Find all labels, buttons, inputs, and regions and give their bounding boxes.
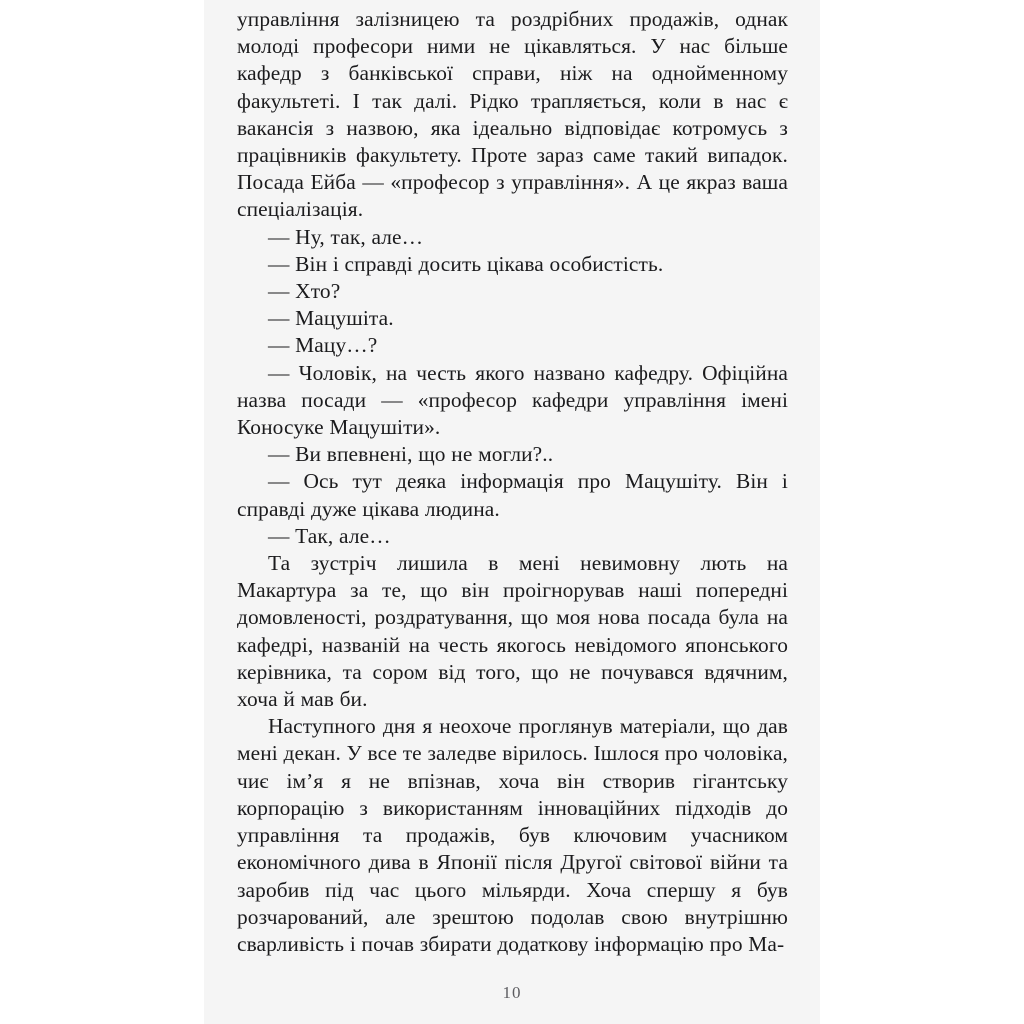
paragraph-dialogue-line: — Ось тут деяка інформація про Мацушіту. Він і справді дуже цікава людина. <box>237 469 788 521</box>
paragraph-dialogue-line: — Ви впевнені, що не могли?.. <box>268 442 554 467</box>
paragraph-dialogue-line: — Мацушіта. <box>268 306 394 331</box>
paragraph-dialogue-line: — Чоловік, на честь якого названо кафедру. Офіційна назва посади — «професор кафедри управління імені Коносуке Мацушіти». <box>237 360 788 440</box>
paragraph-continuation: управління залізницею та роздрібних продажів, однак молоді професори ними не цікавляться. У нас більше кафедр з банківської справи, ніж на однойменному факультеті. І так далі. Рідко трапляється, коли в нас є вакансія з назвою, яка ідеально відповідає котромусь з працівників факультету. Проте зараз саме такий випадок. Посада Ейба — «професор з управління». А це якраз ваша спеціалізація. <box>237 7 788 222</box>
paragraph-narrative: Наступного дня я неохоче проглянув матеріали, що дав мені декан. У все те заледве вірилось. Ішлося про чоловіка, чиє ім’я я не впізнав, хоча він створив гігантську корпорацію з використанням інноваційних підходів до управління та продажів, був ключовим учасником економічного дива в Японії після Другої світової війни та заробив під час цього мільярди. Хоча спершу я був розчарований, але зрештою подолав свою внутрішню сварливість і почав збирати додаткову інформацію про Ма- <box>237 714 788 956</box>
page-text-column <box>237 6 788 958</box>
book-page-sheet <box>204 0 820 1024</box>
paragraph-dialogue-line: — Мацу…? <box>268 333 378 358</box>
paragraph-narrative: Та зустріч лишила в мені невимовну лють на Макартура за те, що він проігнорував наші попередні домовленості, роздратування, що моя нова посада була на кафедрі, названій на честь якогось невідомого японського керівника, та сором від того, що не почувався вдячним, хоча й мав би. <box>237 551 788 712</box>
paragraph-dialogue-line: — Так, але… <box>268 523 391 548</box>
page-number: 10 <box>502 983 522 1002</box>
paragraph-dialogue-line: — Ну, так, але… <box>268 224 424 249</box>
paragraph-dialogue-line: — Він і справді досить цікава особистість. <box>268 251 664 276</box>
paragraph-dialogue-line: — Хто? <box>268 279 341 304</box>
